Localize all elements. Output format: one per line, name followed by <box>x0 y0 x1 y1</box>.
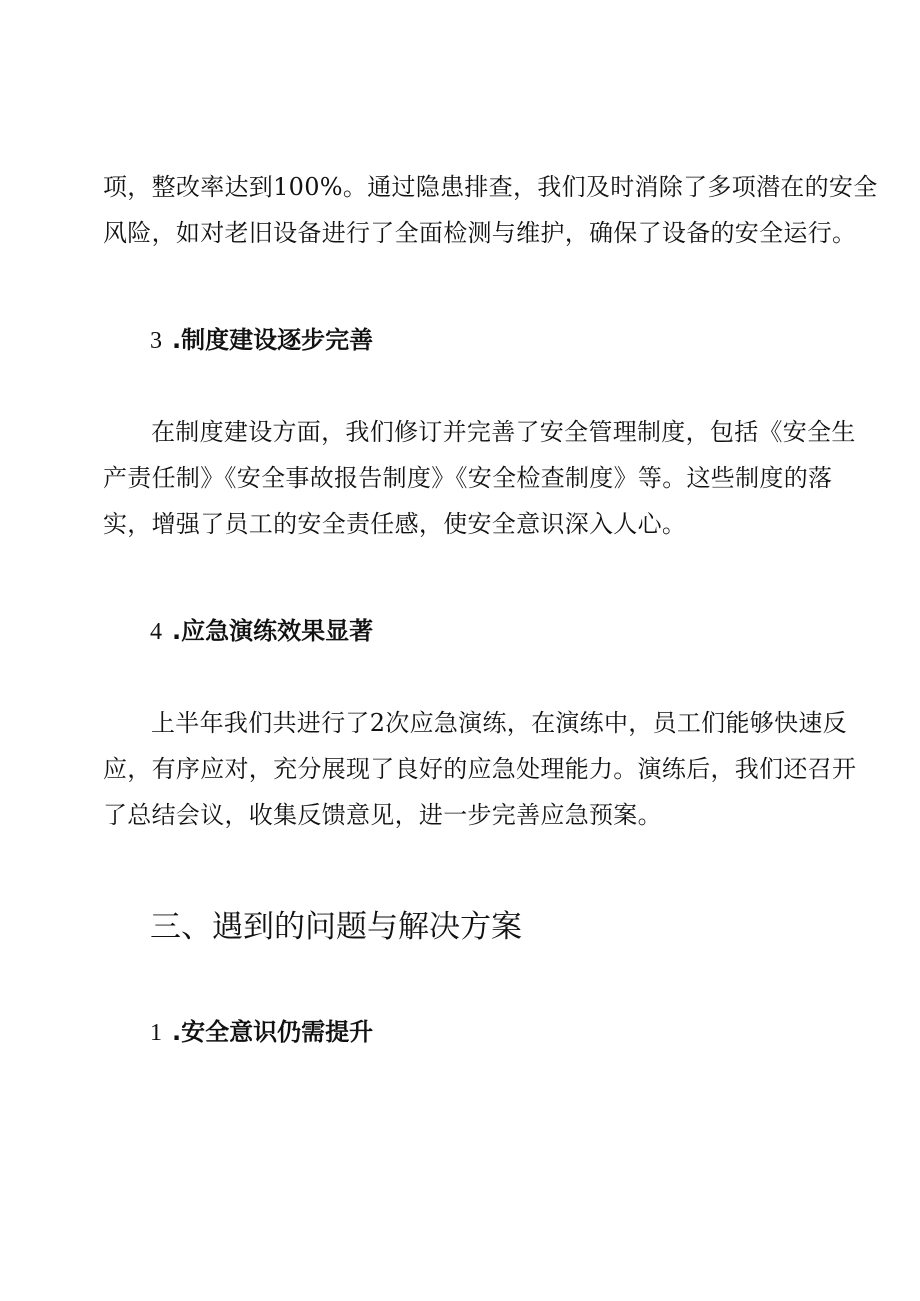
section-title-problems-solutions: 三、遇到的问题与解决方案 <box>150 909 522 945</box>
paragraph-line: 产责任制》《安全事故报告制度》《安全检查制度》等。这些制度的落 <box>103 464 833 492</box>
paragraph-line: 风险，如对老旧设备进行了全面检测与维护，确保了设备的安全运行。 <box>103 219 857 247</box>
paragraph-line: 实，增强了员工的安全责任感，使安全意识深入人心。 <box>103 510 687 538</box>
paragraph-line: 在制度建设方面，我们修订并完善了安全管理制度，包括《安全生 <box>151 418 856 446</box>
subheading-text: .安全意识仍需提升 <box>172 1018 374 1046</box>
paragraph-line: 了总结会议，收集反馈意见，进一步完善应急预案。 <box>103 801 662 829</box>
paragraph-emergency-drill <box>103 700 857 838</box>
paragraph-hazard-rectification <box>103 164 878 256</box>
subheading-number: 4 <box>150 619 162 645</box>
paragraph-line: 项，整改率达到100%。通过隐患排查，我们及时消除了多项潜在的安全 <box>103 173 878 201</box>
subheading-safety-awareness <box>150 1016 373 1049</box>
subheading-emergency-drill <box>150 615 373 648</box>
paragraph-system-construction <box>103 409 856 547</box>
paragraph-line: 应，有序应对，充分展现了良好的应急处理能力。演练后，我们还召开 <box>103 755 857 783</box>
subheading-text: .应急演练效果显著 <box>172 617 374 645</box>
subheading-number: 3 <box>150 328 162 354</box>
subheading-text: .制度建设逐步完善 <box>172 326 374 354</box>
subheading-system-construction <box>150 324 373 357</box>
subheading-number: 1 <box>150 1020 162 1046</box>
paragraph-line: 上半年我们共进行了2次应急演练，在演练中，员工们能够快速反 <box>151 709 847 737</box>
